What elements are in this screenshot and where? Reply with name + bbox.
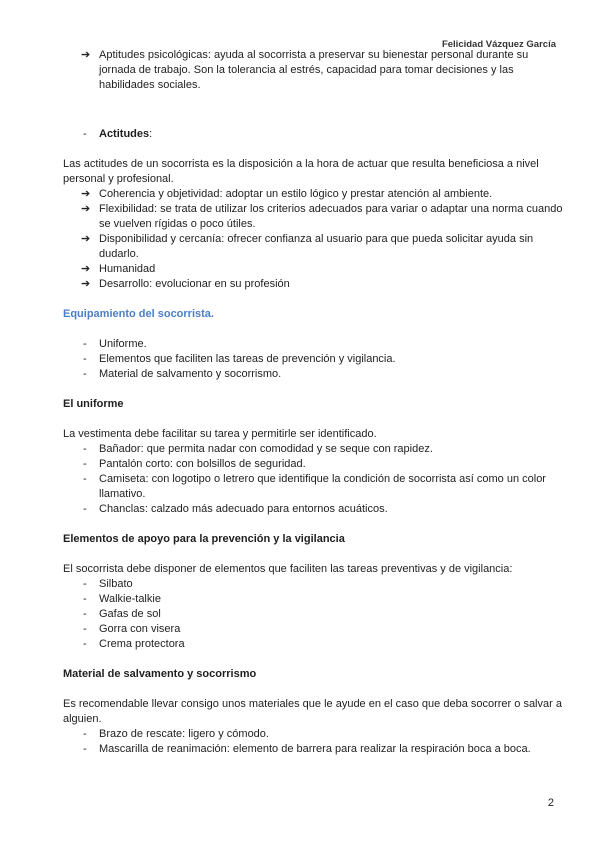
list-item-text: Elementos que faciliten las tareas de prevención y vigilancia.	[99, 353, 396, 365]
list-item-text: Humanidad	[99, 263, 156, 275]
list-item-text: Brazo de rescate: ligero y cómodo.	[99, 728, 269, 740]
equipamiento-list	[63, 337, 563, 382]
page-number: 2	[547, 797, 554, 809]
list-item	[63, 577, 563, 592]
dash-bullet: -	[83, 593, 87, 605]
list-item-text: Desarrollo: evolucionar en su profesión	[99, 278, 290, 290]
apoyo-paragraph: El socorrista debe disponer de elementos que faciliten las tareas preventivas y de vigilancia:	[63, 563, 513, 575]
dash-bullet: -	[83, 443, 87, 455]
list-item-text: Gorra con visera	[99, 623, 181, 635]
uniforme-list	[63, 442, 563, 517]
dash-bullet: -	[83, 638, 87, 650]
list-item-text: Aptitudes psicológicas: ayuda al socorrista a preservar su bienestar personal durante su jornada de trabajo. Son la tolerancia al estrés, capacidad para tomar decisiones y las habilidades sociales.	[99, 49, 529, 91]
list-item	[63, 367, 563, 382]
arrow-bullet-icon: ➔	[81, 188, 91, 200]
list-item	[63, 472, 563, 502]
list-item	[63, 187, 563, 202]
list-item	[63, 727, 563, 742]
dash-bullet: -	[83, 368, 87, 380]
header-author: Felicidad Vázquez García	[441, 39, 556, 50]
dash-bullet: -	[83, 503, 87, 515]
dash-bullet: -	[83, 338, 87, 350]
list-item	[63, 502, 563, 517]
list-item	[63, 262, 563, 277]
actitudes-heading	[63, 127, 563, 142]
apoyo-heading: Elementos de apoyo para la prevención y la vigilancia	[63, 533, 345, 545]
list-item	[63, 277, 563, 292]
list-item	[63, 202, 563, 232]
list-item-text: Disponibilidad y cercanía: ofrecer confianza al usuario para que pueda solicitar ayuda sin dudarlo.	[99, 233, 534, 260]
list-item	[63, 352, 563, 367]
list-item-text: Bañador: que permita nadar con comodidad y se seque con rapidez.	[99, 443, 433, 455]
list-item-text: Crema protectora	[99, 638, 185, 650]
list-item-text: Walkie-talkie	[99, 593, 161, 605]
list-item	[63, 442, 563, 457]
list-item-text: Chanclas: calzado más adecuado para entornos acuáticos.	[99, 503, 388, 515]
actitudes-paragraph: Las actitudes de un socorrista es la disposición a la hora de actuar que resulta beneficiosa a nivel personal y profesional.	[63, 158, 539, 185]
material-list	[63, 727, 563, 757]
list-item-text: Material de salvamento y socorrismo.	[99, 368, 282, 380]
dash-bullet: -	[83, 728, 87, 740]
dash-bullet: -	[83, 608, 87, 620]
list-item	[63, 622, 563, 637]
list-item-text: Coherencia y objetividad: adoptar un estilo lógico y prestar atención al ambiente.	[99, 188, 493, 200]
dash-bullet: -	[83, 458, 87, 470]
list-item	[63, 607, 563, 622]
apoyo-list	[63, 577, 563, 652]
equipamiento-heading: Equipamiento del socorrista.	[63, 308, 214, 320]
actitudes-suffix: :	[149, 128, 153, 140]
dash-bullet: -	[83, 623, 87, 635]
list-item-text: Camiseta: con logotipo o letrero que identifique la condición de socorrista así como un color llamativo.	[99, 473, 546, 500]
uniforme-paragraph: La vestimenta debe facilitar su tarea y permitirle ser identificado.	[63, 428, 377, 440]
arrow-bullet-icon: ➔	[81, 49, 91, 61]
list-item-text: Flexibilidad: se trata de utilizar los criterios adecuados para variar o adaptar una norma cuando se vuelven rígidas o poco útiles.	[99, 203, 563, 230]
uniforme-heading: El uniforme	[63, 398, 124, 410]
list-item	[63, 457, 563, 472]
dash-bullet: -	[83, 353, 87, 365]
arrow-bullet-icon: ➔	[81, 263, 91, 275]
arrow-bullet-icon: ➔	[81, 233, 91, 245]
list-item-text: Mascarilla de reanimación: elemento de barrera para realizar la respiración boca a boca.	[99, 743, 531, 755]
dash-bullet: -	[83, 578, 87, 590]
list-item-text: Uniforme.	[99, 338, 147, 350]
dash-bullet: -	[83, 743, 87, 755]
list-item	[63, 232, 563, 262]
actitudes-list	[63, 187, 563, 292]
list-item	[63, 337, 563, 352]
arrow-bullet-icon: ➔	[81, 278, 91, 290]
list-item-text: Silbato	[99, 578, 133, 590]
list-item-text: Pantalón corto: con bolsillos de seguridad.	[99, 458, 306, 470]
dash-bullet: -	[83, 128, 87, 140]
dash-bullet: -	[83, 473, 87, 485]
list-item	[63, 742, 563, 757]
list-item-text: Gafas de sol	[99, 608, 161, 620]
list-item	[63, 592, 563, 607]
material-paragraph: Es recomendable llevar consigo unos materiales que le ayude en el caso que deba socorrer o salvar a alguien.	[63, 698, 562, 725]
list-item	[63, 48, 563, 93]
actitudes-label: Actitudes	[99, 128, 150, 140]
document-content	[63, 48, 563, 757]
list-item	[63, 637, 563, 652]
arrow-bullet-icon: ➔	[81, 203, 91, 215]
material-heading: Material de salvamento y socorrismo	[63, 668, 257, 680]
